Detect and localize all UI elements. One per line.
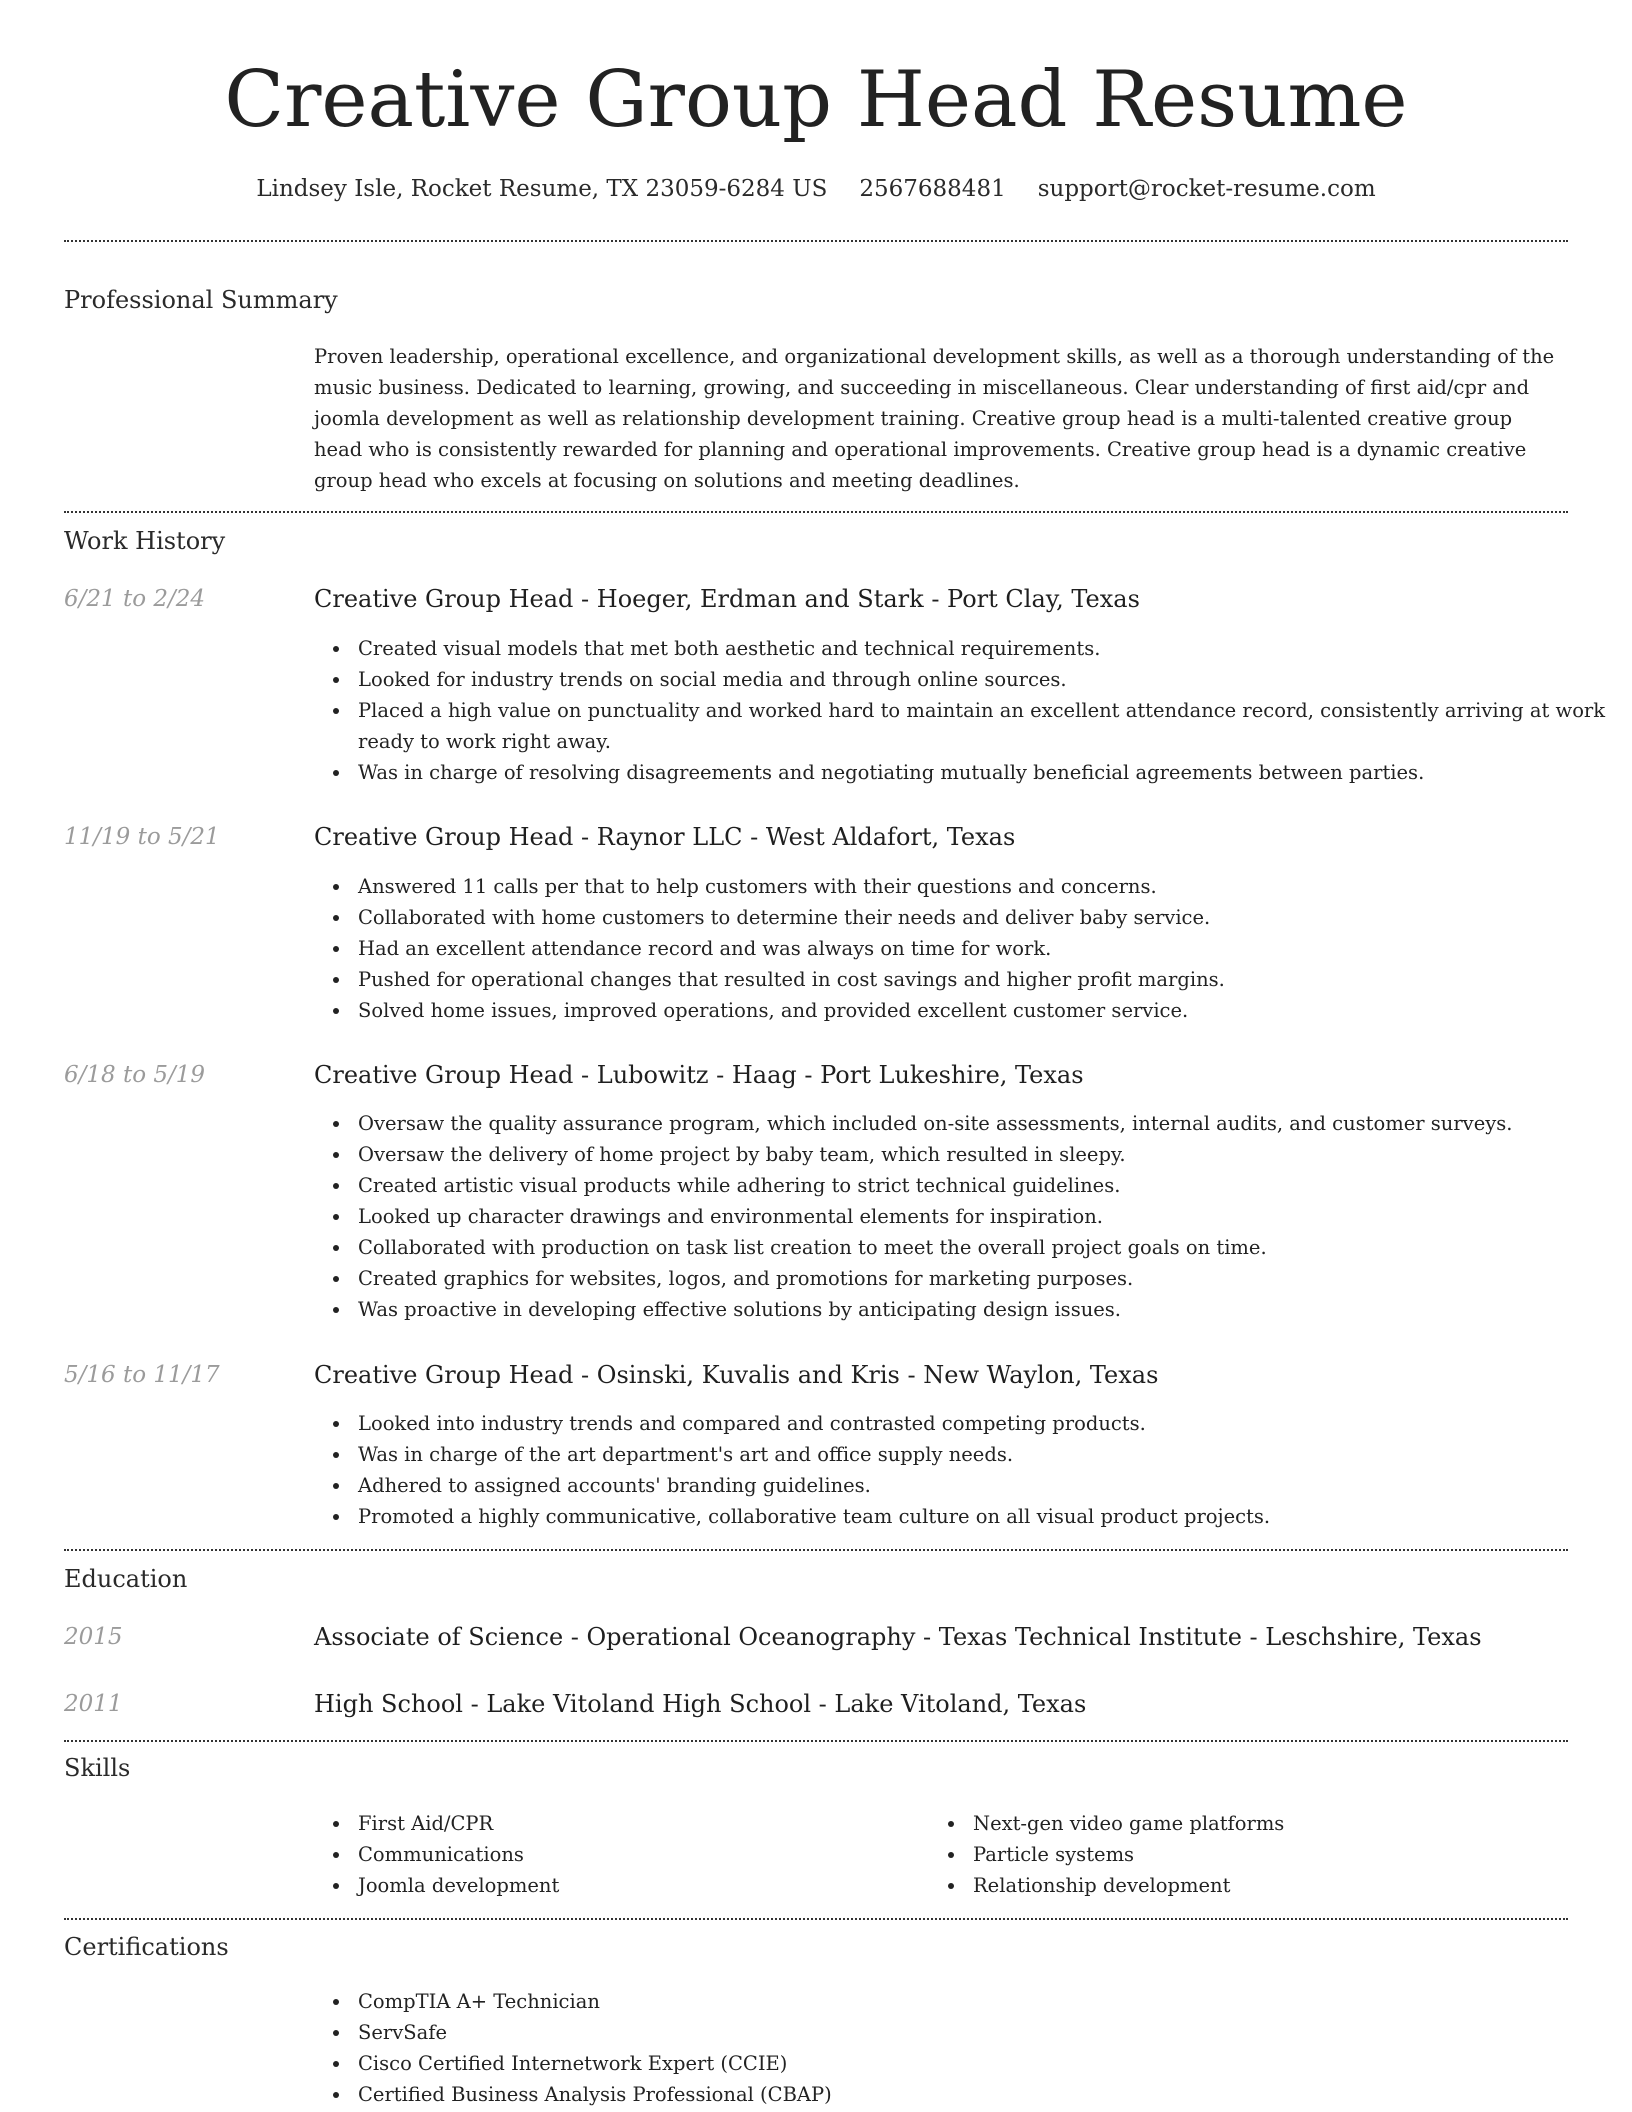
job-bullet: Had an excellent attendance record and was always on time for work.: [358, 933, 1610, 964]
job-bullet: Collaborated with production on task list creation to meet the overall project goals on time.: [358, 1232, 1610, 1263]
job-dates: 5/16 to 11/17: [64, 1362, 220, 1388]
job-bullets: [314, 1108, 1610, 1325]
certification-item: Certified Business Analysis Professional (CBAP): [358, 2079, 1610, 2110]
education-heading-line: High School - Lake Vitoland High School - Lake Vitoland, Texas: [314, 1690, 1087, 1718]
contact-email: support@rocket-resume.com: [1037, 176, 1376, 202]
job-bullets: [314, 633, 1610, 788]
job-dates: 11/19 to 5/21: [64, 824, 220, 850]
education-heading: Education: [64, 1565, 188, 1593]
job-bullet: Solved home issues, improved operations, and provided excellent customer service.: [358, 995, 1610, 1026]
job-bullet: Created visual models that met both aesthetic and technical requirements.: [358, 633, 1610, 664]
job-heading: Creative Group Head - Raynor LLC - West Aldafort, Texas: [314, 823, 1016, 851]
job-heading: Creative Group Head - Osinski, Kuvalis and Kris - New Waylon, Texas: [314, 1361, 1159, 1389]
job-bullet: Looked up character drawings and environmental elements for inspiration.: [358, 1201, 1610, 1232]
section-divider: [64, 1740, 1568, 1742]
job-bullet: Promoted a highly communicative, collaborative team culture on all visual product projects.: [358, 1501, 1610, 1532]
job-bullets: [314, 871, 1610, 1026]
job-bullet: Placed a high value on punctuality and worked hard to maintain an excellent attendance record, consistently arriving at work ready to work right away.: [358, 695, 1610, 757]
job-bullets: [314, 1408, 1610, 1532]
skill-item: Particle systems: [973, 1839, 1533, 1870]
job-dates: 6/21 to 2/24: [64, 586, 206, 612]
skills-list-right: [929, 1808, 1533, 1901]
skills-heading: Skills: [64, 1754, 131, 1782]
job-heading: Creative Group Head - Lubowitz - Haag - Port Lukeshire, Texas: [314, 1061, 1084, 1089]
job-bullet: Was in charge of resolving disagreements and negotiating mutually beneficial agreements between parties.: [358, 757, 1610, 788]
skill-item: Next-gen video game platforms: [973, 1808, 1533, 1839]
contact-address: Lindsey Isle, Rocket Resume, TX 23059-6284 US: [256, 176, 828, 202]
section-divider: [64, 1549, 1568, 1551]
skill-item: Relationship development: [973, 1870, 1533, 1901]
skill-item: Communications: [358, 1839, 918, 1870]
certification-item: Cisco Certified Internetwork Expert (CCIE): [358, 2048, 1610, 2079]
job-bullet: Created graphics for websites, logos, and promotions for marketing purposes.: [358, 1263, 1610, 1294]
section-divider: [64, 511, 1568, 513]
contact-line: [0, 170, 1632, 208]
job-bullet: Was proactive in developing effective solutions by anticipating design issues.: [358, 1294, 1610, 1325]
education-year: 2015: [64, 1624, 123, 1650]
certifications-list: [314, 1986, 1610, 2110]
job-bullet: Adhered to assigned accounts' branding guidelines.: [358, 1470, 1610, 1501]
job-bullet: Collaborated with home customers to determine their needs and deliver baby service.: [358, 902, 1610, 933]
work-history-heading: Work History: [64, 527, 226, 555]
section-divider: [64, 240, 1568, 242]
summary-heading: Professional Summary: [64, 286, 338, 314]
section-divider: [64, 1918, 1568, 1920]
skill-item: First Aid/CPR: [358, 1808, 918, 1839]
job-bullet: Pushed for operational changes that resulted in cost savings and higher profit margins.: [358, 964, 1610, 995]
certifications-heading: Certifications: [64, 1933, 229, 1961]
job-bullet: Created artistic visual products while adhering to strict technical guidelines.: [358, 1170, 1610, 1201]
job-bullet: Oversaw the quality assurance program, which included on-site assessments, internal audits, and customer surveys.: [358, 1108, 1610, 1139]
resume-title: Creative Group Head Resume: [224, 55, 1408, 145]
education-heading-line: Associate of Science - Operational Oceanography - Texas Technical Institute - Leschshire, Texas: [314, 1623, 1482, 1651]
job-heading: Creative Group Head - Hoeger, Erdman and Stark - Port Clay, Texas: [314, 585, 1140, 613]
job-bullet: Answered 11 calls per that to help customers with their questions and concerns.: [358, 871, 1610, 902]
job-bullet: Looked for industry trends on social media and through online sources.: [358, 664, 1610, 695]
education-year: 2011: [64, 1691, 123, 1717]
summary-text: Proven leadership, operational excellence, and organizational development skills, as well as a thorough understanding of the music business. Dedicated to learning, growing, and succeeding in miscellaneous. Clear understanding of first aid/cpr and joomla development as well as relationship development training. Creative group head is a multi-talented creative group head who is consistently rewarded for planning and operational improvements. Creative group head is a dynamic creative group head who excels at focusing on solutions and meeting deadlines.: [314, 345, 1555, 492]
job-bullet: Was in charge of the art department's art and office supply needs.: [358, 1439, 1610, 1470]
contact-phone: 2567688481: [859, 176, 1006, 202]
skills-list-left: [314, 1808, 918, 1901]
job-bullet: Oversaw the delivery of home project by baby team, which resulted in sleepy.: [358, 1139, 1610, 1170]
skill-item: Joomla development: [358, 1870, 918, 1901]
job-bullet: Looked into industry trends and compared and contrasted competing products.: [358, 1408, 1610, 1439]
job-dates: 6/18 to 5/19: [64, 1062, 206, 1088]
certification-item: CompTIA A+ Technician: [358, 1986, 1610, 2017]
certification-item: ServSafe: [358, 2017, 1610, 2048]
